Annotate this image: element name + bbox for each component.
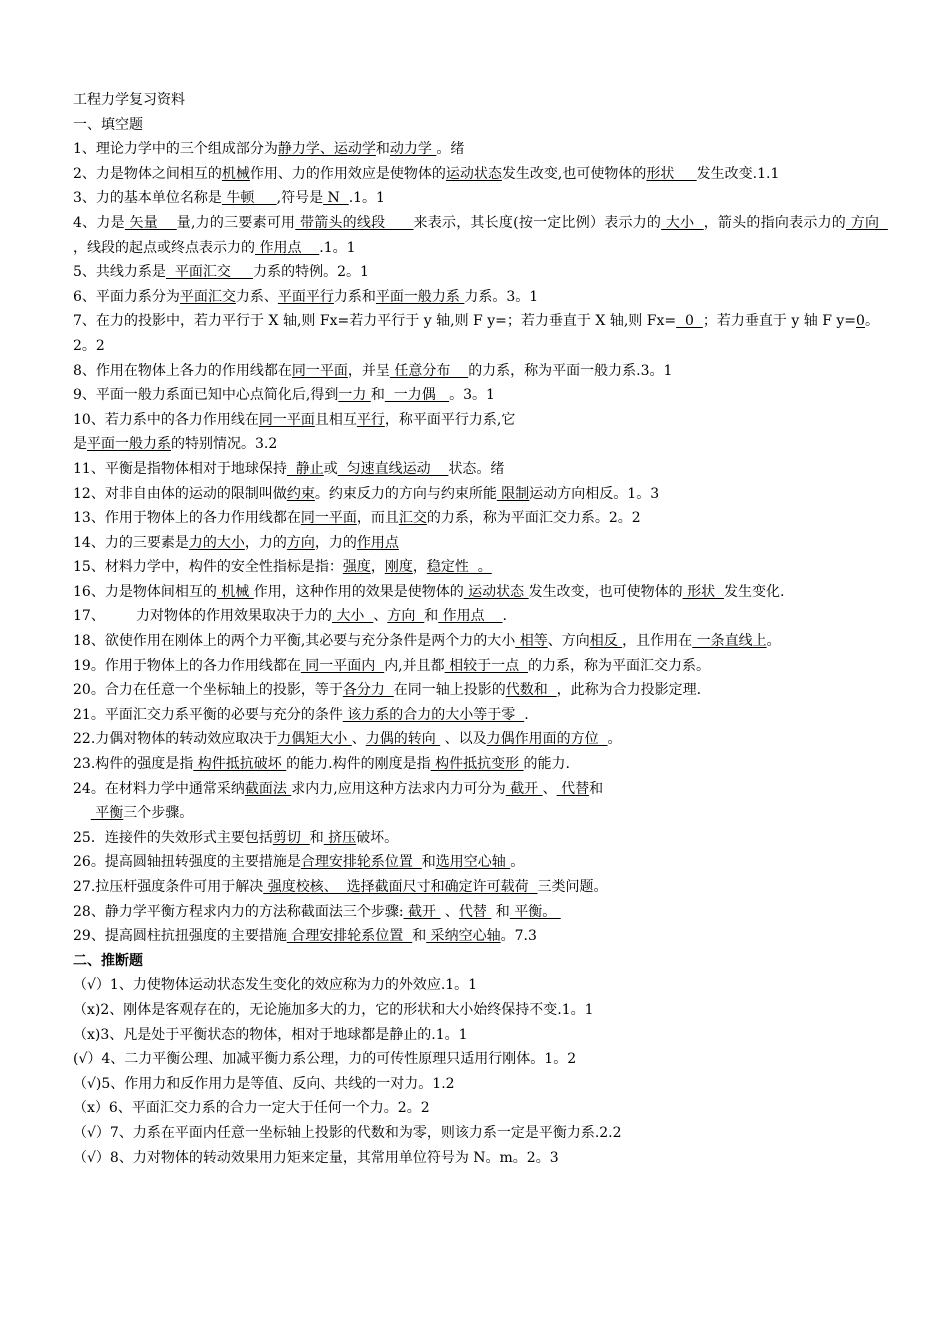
answer-blank: 平衡 — [90, 805, 124, 822]
answer-blank: 一力 — [338, 387, 371, 404]
answer-blank: 限制 — [496, 485, 530, 502]
document-title: 工程力学复习资料 — [73, 92, 185, 108]
question-text: 发生改变,也可使物体的 — [501, 165, 647, 182]
true-false-question — [73, 1023, 879, 1048]
fill-blank-question — [73, 727, 879, 752]
answer-blank: 刚度 — [384, 559, 413, 576]
answer-blank: 牛顿 — [221, 190, 277, 207]
question-text: 的力系，称为平面汇交力系。2。2 — [426, 510, 641, 527]
answer-blank: 形状 — [646, 165, 697, 182]
question-text: 。3。1 — [449, 387, 495, 404]
section-heading: 一、填空题 — [73, 116, 143, 133]
fill-blank-question — [73, 777, 879, 802]
answer-blank: 构件抵抗变形 — [430, 756, 524, 773]
answer-blank: 选用空心轴 — [435, 854, 511, 871]
answer-blank: 运动状态 — [463, 583, 529, 600]
answer-blank: 力偶作用面的方位 — [486, 731, 608, 748]
question-text: ；若力垂直于 y 轴 F y= — [702, 313, 857, 330]
question-text: ， — [412, 559, 427, 576]
question-text: 、以及 — [440, 731, 487, 748]
question-text: 28、静力学平衡方程求内力的方法称截面法三个步骤: — [73, 903, 404, 920]
question-text: 和 — [421, 854, 436, 871]
answer-blank: 相较于一点 — [444, 657, 528, 674]
fill-blank-question — [73, 801, 879, 826]
question-text: 发生改变.1.1 — [696, 165, 780, 182]
answer-blank: 合理安排轮系位置 — [300, 854, 422, 871]
answer-blank: 大小 — [661, 214, 704, 231]
question-text: 。约束反力的方向与约束所能 — [314, 485, 497, 502]
question-text: ，力的 — [314, 534, 357, 551]
answer-blank: 静力学、运动学 — [277, 141, 376, 158]
answer-blank: 剪切 — [272, 829, 310, 846]
answer-blank: 平衡。 — [509, 903, 561, 920]
question-text: 9、平面一般力系面已知中心点简化后,得到 — [73, 387, 339, 404]
question-text: 7、在力的投影中，若力平行于 X 轴,则 Fx=若力平行于 y 轴,则 F y=；若力垂直于 X 轴,则 Fx= — [73, 313, 677, 330]
answer-blank: 相等 — [515, 633, 548, 650]
question-text: 或 — [323, 460, 338, 477]
answer-blank: 代替 — [458, 903, 492, 920]
fill-blank-question — [73, 162, 879, 187]
fill-blank-question — [73, 703, 879, 728]
question-text: 3、力的基本单位名称是 — [73, 190, 222, 207]
question-text: 三个步骤。 — [123, 805, 194, 822]
answer-blank: 方向 — [286, 534, 315, 551]
question-text: 和 — [491, 903, 510, 920]
answer-blank: 大小 — [331, 608, 374, 625]
question-text: .1。1 — [319, 239, 356, 256]
question-text: 和 — [424, 608, 439, 625]
answer-blank: 截开 — [505, 780, 543, 797]
question-text: 力系、 — [235, 288, 278, 305]
answer-blank: N — [323, 190, 349, 207]
question-text: 、 — [440, 903, 459, 920]
answer-blank: 代数和 — [505, 682, 557, 699]
question-text: 29、提高圆柱抗扭强度的主要措施 — [73, 928, 287, 945]
question-text: 作用、力的作用效应是使物体的 — [249, 165, 446, 182]
question-text: ，而且 — [356, 510, 399, 527]
question-text: 的力系，称为平面一般力系.3。1 — [468, 362, 673, 379]
answer-blank: 方向 — [846, 214, 888, 231]
fill-blank-question — [73, 359, 879, 384]
question-text: 。7.3 — [500, 928, 537, 945]
answer-blank: 约束 — [286, 485, 315, 502]
question-text: 18、欲使作用在刚体上的两个力平衡,其必要与充分条件是两个力的大小 — [73, 633, 516, 650]
question-text: 且相互 — [314, 411, 357, 428]
question-text: （√）1、力使物体运动状态发生变化的效应称为力的外效应.1。1 — [73, 977, 478, 994]
question-text: . — [502, 608, 507, 625]
question-text: 发生改变，也可使物体的 — [528, 583, 683, 600]
answer-blank: 平面一般力系 — [375, 288, 465, 305]
true-false-question — [73, 998, 879, 1023]
question-text: 力系和 — [333, 288, 376, 305]
answer-blank: 机械 — [216, 583, 254, 600]
question-text: 是 — [73, 436, 87, 453]
answer-blank: 一条直线上 — [692, 633, 767, 650]
question-text: 求内力,应用这种方法求内力可分为 — [291, 780, 506, 797]
question-text: 。绪 — [436, 141, 465, 158]
question-text: 的特别情况。3.2 — [171, 436, 278, 453]
question-text: 、 — [542, 780, 557, 797]
answer-blank: 合理安排轮系位置 — [286, 928, 413, 945]
question-text: （x)3、凡是处于平衡状态的物体，相对于地球都是静止的.1。1 — [73, 1026, 468, 1043]
fill-blank-question — [73, 924, 879, 949]
question-text: 26。提高圆轴扭转强度的主要措施是 — [73, 854, 301, 871]
answer-blank: 平面平行 — [277, 288, 334, 305]
fill-blank-question — [73, 580, 879, 605]
fill-blank-question — [73, 752, 879, 777]
question-text: （√）7、力系在平面内任意一坐标轴上投影的代数和为零，则该力系一定是平衡力系.2.2 — [73, 1124, 622, 1141]
question-text: 发生变化. — [724, 583, 785, 600]
answer-blank: 作用点 — [356, 534, 399, 551]
true-false-question — [73, 1072, 879, 1097]
question-text: 4、力是 — [73, 214, 125, 231]
question-text: 运动方向相反。1。3 — [529, 485, 660, 502]
answer-blank: 作用点 — [255, 239, 320, 256]
question-text: 1、理论力学中的三个组成部分为 — [73, 141, 278, 158]
true-false-question — [73, 1121, 879, 1146]
question-text: 23.构件的强度是指 — [73, 756, 194, 773]
answer-blank: 运动状态 — [445, 165, 502, 182]
answer-blank: 方向 — [387, 608, 425, 625]
answer-blank: 平面一般力系 — [87, 436, 171, 453]
answer-blank: 机械 — [221, 165, 250, 182]
fill-blank-question — [73, 211, 888, 260]
question-text: 来表示，其长度(按一定比例）表示力的 — [413, 214, 662, 231]
question-text: 量,力的三要素可用 — [176, 214, 296, 231]
question-text: 三类问题。 — [537, 879, 608, 895]
question-text: 17、 力对物体的作用效果取决于力的 — [73, 608, 332, 625]
question-text: ，力的 — [244, 534, 287, 551]
section-heading: 二、推断题 — [73, 952, 143, 969]
question-text: 力系的特例。2。1 — [253, 264, 369, 281]
answer-blank: 作用点 — [438, 608, 503, 625]
answer-blank: 0 — [856, 313, 865, 330]
fill-blank-question — [73, 531, 879, 556]
fill-blank-question — [73, 309, 879, 358]
answer-blank: 强度 — [342, 559, 371, 576]
question-text: 的力系，称为平面汇交力系。 — [528, 657, 710, 674]
true-false-question — [73, 1146, 879, 1171]
answer-blank: 匀速直线运动 — [337, 460, 449, 477]
answer-blank: 强度校核、 选择截面尺寸和确定许可载荷 — [263, 879, 538, 895]
fill-blank-question — [73, 482, 879, 507]
question-text: 16、力是物体间相互的 — [73, 583, 217, 600]
question-text: 和 — [370, 387, 385, 404]
answer-blank: 汇交 — [398, 510, 427, 527]
fill-blank-question — [73, 408, 879, 433]
document-page — [73, 88, 888, 1170]
fill-blank-question — [73, 260, 879, 285]
question-text: 的能力. — [523, 756, 570, 773]
question-text: 和 — [589, 780, 604, 797]
question-text: ，称平面平行力系,它 — [384, 411, 516, 428]
question-text: 的能力.构件的刚度是指 — [286, 756, 431, 773]
answer-blank: 静止 — [286, 460, 324, 477]
fill-blank-question — [73, 555, 879, 580]
question-text: (√）4、二力平衡公理、加减平衡力系公理，力的可传性原理只适用行刚体。1。2 — [73, 1051, 577, 1068]
answer-blank: 力偶的转向 — [365, 731, 441, 748]
question-text: 。 — [766, 633, 781, 650]
question-text: ，且作用在 — [622, 633, 693, 650]
question-text: （x）6、平面汇交力系的合力一定大于任何一个力。2。2 — [73, 1100, 430, 1117]
question-text: .1。1 — [348, 190, 385, 207]
fill-blank-question — [73, 629, 879, 654]
question-text: 、 — [351, 731, 366, 748]
question-text: （x)2、刚体是客观存在的，无论施加多大的力，它的形状和大小始终保持不变.1。1 — [73, 1001, 594, 1018]
question-text: ，线段的起点或终点表示力的 — [73, 239, 255, 256]
fill-blank-question — [73, 826, 879, 851]
answer-blank: 平行 — [356, 411, 385, 428]
answer-blank: 代替 — [556, 780, 590, 797]
answer-blank: 力的大小 — [188, 534, 245, 551]
fill-blank-question — [73, 875, 879, 900]
answer-blank: 动力学 — [389, 141, 437, 158]
question-text: （√）8、力对物体的转动效果用力矩来定量，其常用单位符号为 N。m。2。3 — [73, 1149, 559, 1166]
question-text: 19。作用于物体上的各力作用线都在 — [73, 657, 301, 674]
question-text: 27.拉压杆强度条件可用于解决 — [73, 879, 264, 895]
fill-blank-question — [73, 383, 879, 408]
question-text: 5、共线力系是 — [73, 264, 166, 281]
question-text — [73, 805, 91, 821]
answer-blank: 各分力 — [342, 682, 394, 699]
fill-blank-question — [73, 137, 879, 162]
question-text: ，此称为合力投影定理. — [556, 682, 702, 699]
question-text: 2、力是物体之间相互的 — [73, 165, 222, 182]
question-text: ， — [370, 559, 385, 576]
question-text: ,符号是 — [276, 190, 324, 207]
question-text: . — [524, 706, 529, 723]
question-text: 。2。2 — [73, 313, 879, 354]
answer-blank: 平面汇交 — [165, 264, 254, 281]
question-text: 22.力偶对物体的转动效应取决于 — [73, 731, 278, 748]
question-text: ，箭头的指向表示力的 — [703, 214, 847, 231]
question-text: 20。合力在任意一个坐标轴上的投影，等于 — [73, 682, 343, 699]
question-text: 在同一轴上投影的 — [393, 682, 506, 699]
fill-blank-question — [73, 186, 879, 211]
question-text: 内,并且都 — [384, 657, 445, 674]
true-false-question — [73, 1096, 879, 1121]
fill-blank-question — [73, 654, 879, 679]
answer-blank: 该力系的合力的大小等于零 — [342, 706, 525, 723]
answer-blank: 同一平面内 — [300, 657, 385, 674]
fill-blank-question — [73, 285, 879, 310]
answer-blank: 矢量 — [124, 214, 177, 231]
answer-blank: 力偶矩大小 — [277, 731, 352, 748]
question-text: 14、力的三要素是 — [73, 534, 189, 551]
question-text: 。 — [510, 854, 525, 871]
question-text: 力系。3。1 — [464, 288, 539, 305]
answer-blank: 平面汇交 — [179, 288, 236, 305]
answer-blank: 同一平面 — [258, 411, 315, 428]
question-text: 25．连接件的失效形式主要包括 — [73, 829, 273, 846]
answer-blank: 截面法 — [244, 780, 292, 797]
question-text: 11、平衡是指物体相对于地球保持 — [73, 460, 287, 477]
question-text: 21。平面汇交力系平衡的必要与充分的条件 — [73, 706, 343, 723]
answer-blank: 截开 — [403, 903, 441, 920]
question-text: 6、平面力系分为 — [73, 288, 180, 305]
question-text: 、 — [373, 608, 388, 625]
question-text: 15、材料力学中，构件的安全性指标是指： — [73, 559, 343, 576]
answer-blank: 一力偶 — [384, 387, 450, 404]
question-text: ，并呈 — [347, 362, 390, 379]
fill-blank-question — [73, 457, 879, 482]
document-body — [73, 113, 888, 1171]
answer-blank: 构件抵抗破坏 — [193, 756, 287, 773]
answer-blank: 挤压 — [323, 829, 357, 846]
answer-blank: 任意分布 — [389, 362, 469, 379]
answer-blank: 稳定性 。 — [426, 559, 492, 576]
answer-blank: 带箭头的线段 — [295, 214, 414, 231]
true-false-question — [73, 1047, 879, 1072]
question-text: 和 — [309, 829, 324, 846]
answer-blank: 同一平面 — [291, 362, 348, 379]
question-text: 、方向 — [547, 633, 590, 650]
question-text: 12、对非自由体的运动的限制叫做 — [73, 485, 287, 502]
fill-blank-question — [73, 432, 879, 457]
question-text: 10、若力系中的各力作用线在 — [73, 411, 259, 428]
fill-blank-question — [73, 678, 879, 703]
fill-blank-question — [73, 900, 879, 925]
question-text: 和 — [412, 928, 427, 945]
question-text: 。 — [607, 731, 622, 748]
fill-blank-question — [73, 604, 879, 629]
fill-blank-question — [73, 850, 879, 875]
question-text: 作用，这种作用的效果是使物体的 — [253, 583, 464, 600]
question-text: 13、作用于物体上的各力作用线都在 — [73, 510, 301, 527]
fill-blank-question — [73, 506, 879, 531]
answer-blank: 0 — [676, 313, 703, 330]
question-text: （√)5、作用力和反作用力是等值、反向、共线的一对力。1.2 — [73, 1075, 455, 1092]
answer-blank: 形状 — [682, 583, 724, 600]
true-false-question — [73, 973, 879, 998]
answer-blank: 采纳空心轴 — [426, 928, 501, 945]
question-text: 24。在材料力学中通常采纳 — [73, 780, 245, 797]
question-text: 8、作用在物体上各力的作用线都在 — [73, 362, 292, 379]
question-text: 和 — [375, 141, 390, 158]
question-text: 破坏。 — [356, 829, 399, 846]
question-text: 状态。绪 — [448, 460, 505, 477]
answer-blank: 同一平面 — [300, 510, 357, 527]
answer-blank: 相反 — [589, 633, 623, 650]
